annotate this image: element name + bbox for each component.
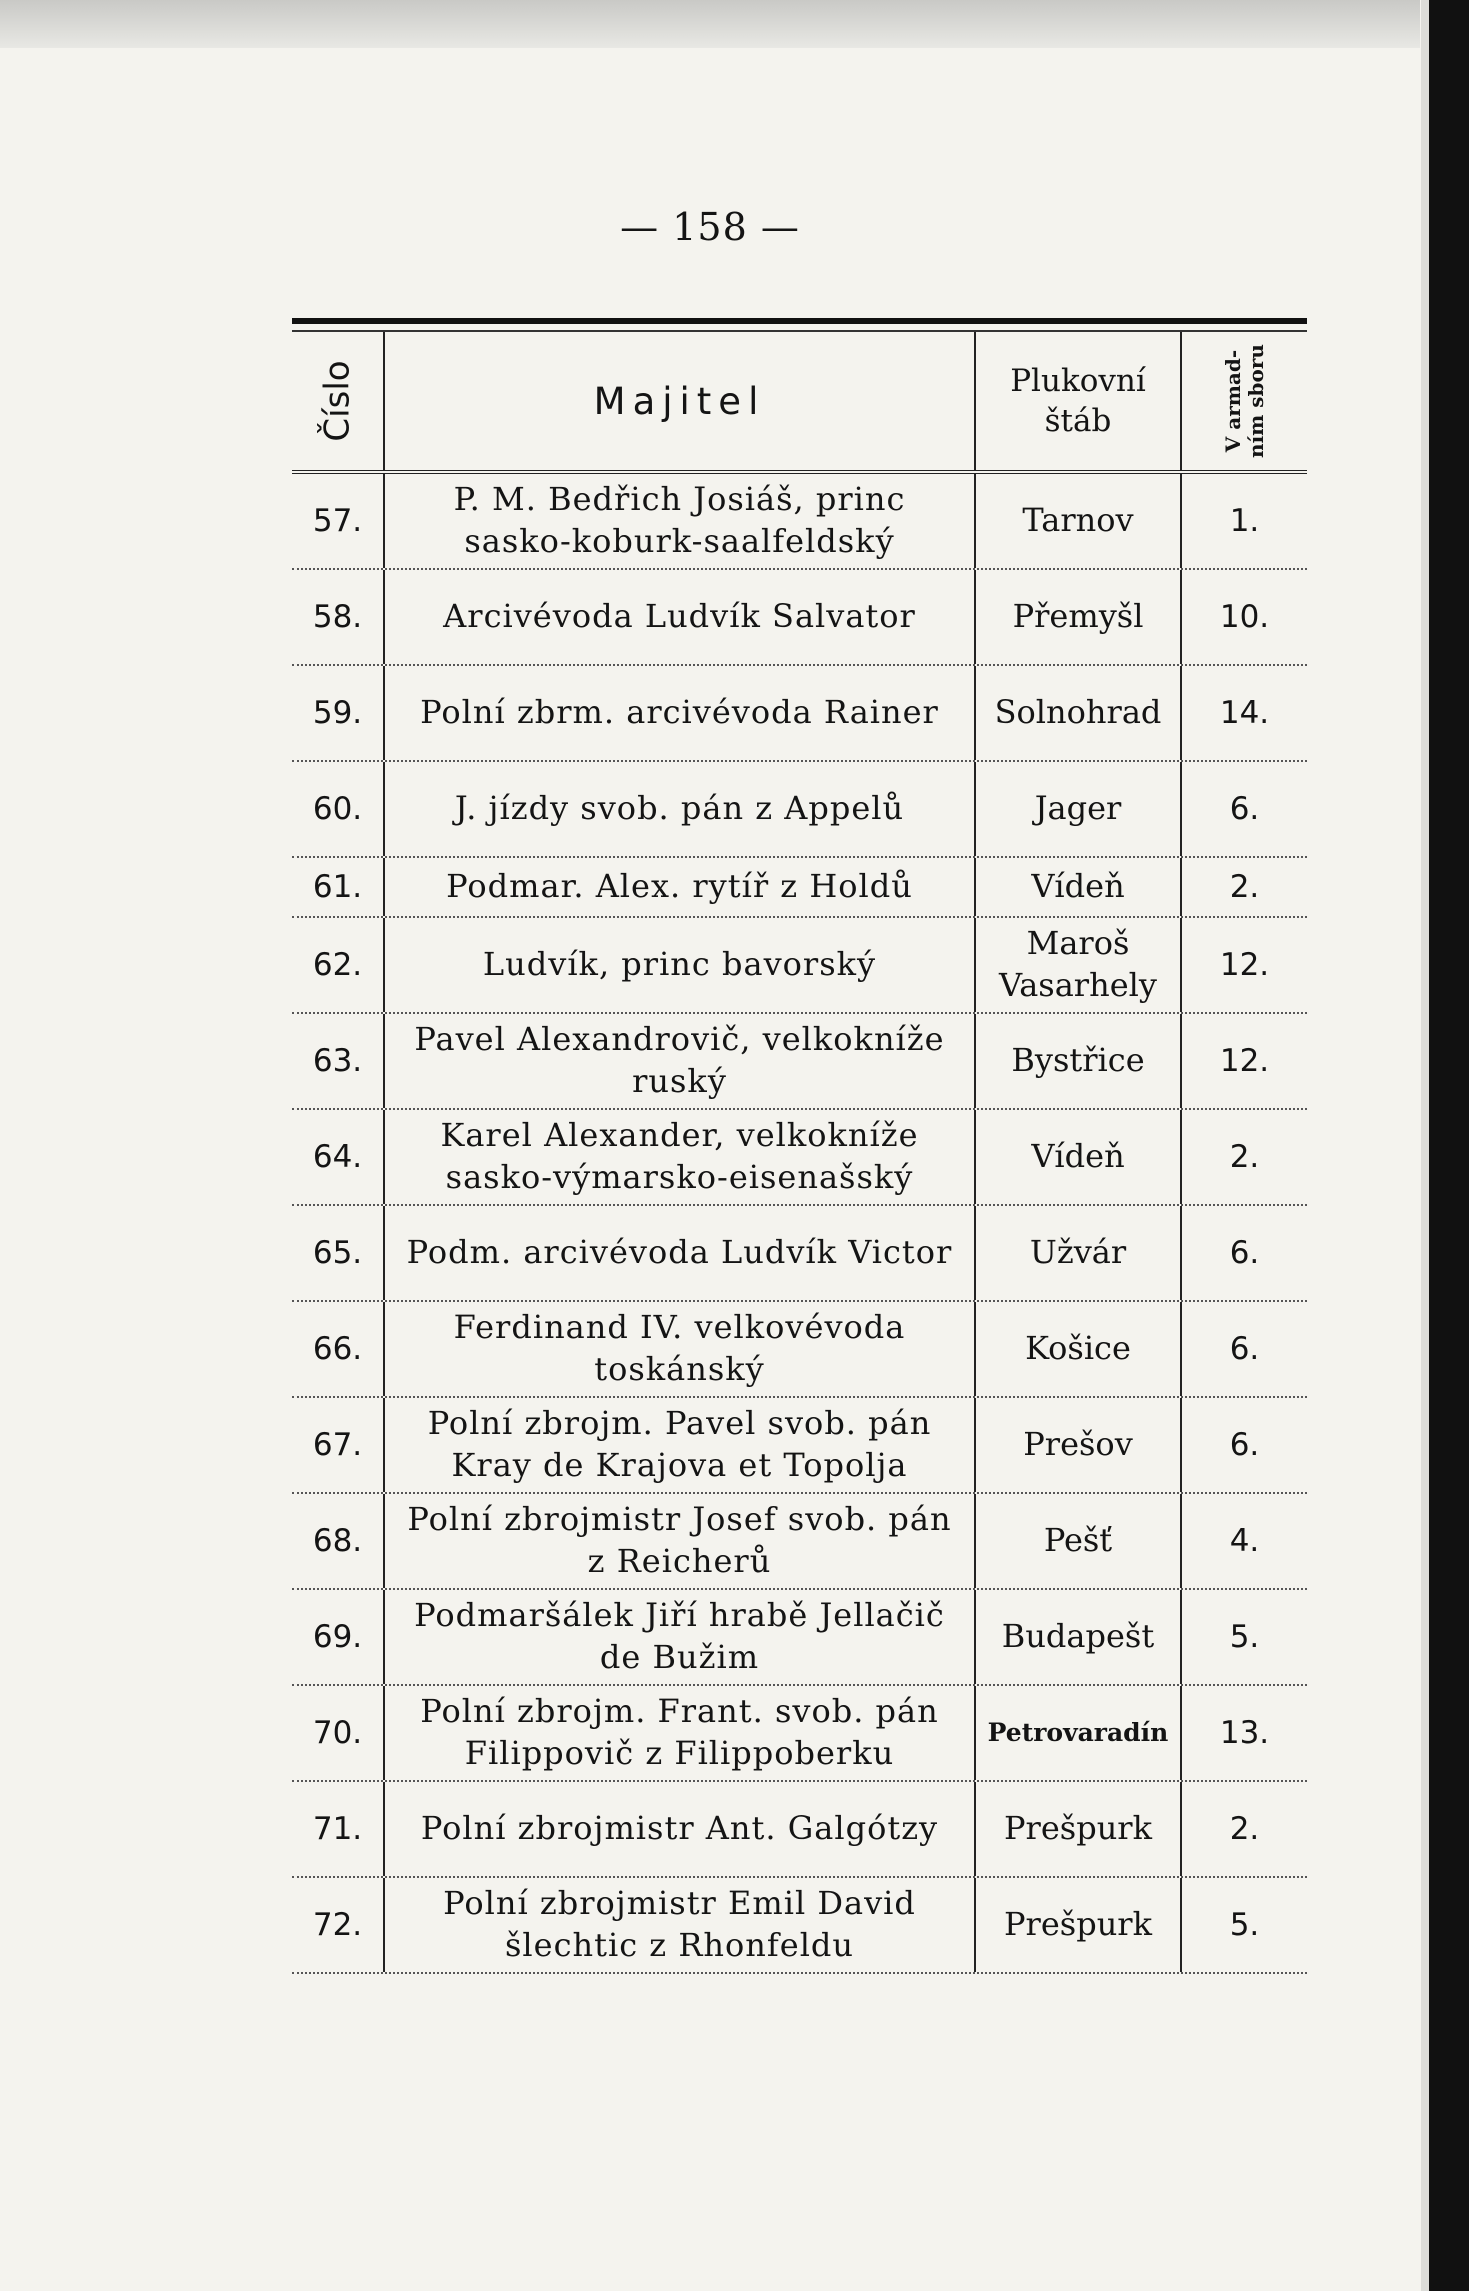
row-staff-line1: Solnohrad <box>994 693 1162 732</box>
row-staff <box>976 1302 1182 1396</box>
regiment-owners-table <box>292 318 1307 1974</box>
row-staff <box>976 474 1182 568</box>
row-staff-line2: Vasarhely <box>999 966 1157 1004</box>
row-corps: 6. <box>1229 1426 1260 1463</box>
row-staff <box>976 762 1182 856</box>
row-number: 72. <box>292 1878 385 1972</box>
table-row <box>292 1110 1307 1206</box>
row-owner-line2: Filippovič z Filippoberku <box>464 1734 895 1772</box>
row-staff-line1: Budapešt <box>1001 1617 1155 1656</box>
row-number: 67. <box>292 1398 385 1492</box>
scan-right-edge <box>1429 0 1469 2291</box>
row-owner <box>385 1110 976 1204</box>
row-owner-line1: Podmaršálek Jiří hrabě Jellačič <box>414 1596 945 1635</box>
row-owner-line1: Podmar. Alex. rytíř z Holdů <box>446 867 913 906</box>
row-number: 66. <box>292 1302 385 1396</box>
row-owner <box>385 474 976 568</box>
header-corps-label <box>1222 344 1268 458</box>
row-corps: 12. <box>1219 946 1270 983</box>
row-owner-line1: Polní zbrojmistr Josef svob. pán <box>407 1500 952 1539</box>
table-row <box>292 1878 1307 1974</box>
row-owner-line1: Polní zbrojm. Frant. svob. pán <box>420 1692 939 1731</box>
row-corps: 6. <box>1229 1330 1260 1367</box>
row-owner-line1: Polní zbrm. arcivévoda Rainer <box>420 693 939 732</box>
table-row <box>292 1398 1307 1494</box>
row-number: 62. <box>292 918 385 1012</box>
table-row <box>292 1494 1307 1590</box>
row-staff-line1: Přemyšl <box>1012 597 1144 636</box>
row-owner <box>385 666 976 760</box>
row-staff-line1: Petrovaradín <box>987 1717 1169 1747</box>
row-number: 71. <box>292 1782 385 1876</box>
row-staff <box>976 1206 1182 1300</box>
row-number: 61. <box>292 858 385 916</box>
header-staff-line1: Plukovní <box>1010 362 1146 399</box>
row-number: 69. <box>292 1590 385 1684</box>
header-number-label: Číslo <box>317 360 358 442</box>
row-owner-line1: P. M. Bedřich Josiáš, princ <box>453 480 906 519</box>
row-owner <box>385 1590 976 1684</box>
row-staff <box>976 1590 1182 1684</box>
row-owner <box>385 1302 976 1396</box>
scan-top-edge <box>0 0 1420 48</box>
row-owner-line1: J. jízdy svob. pán z Appelů <box>454 789 905 828</box>
row-owner <box>385 570 976 664</box>
row-owner <box>385 1494 976 1588</box>
table-row <box>292 570 1307 666</box>
header-staff <box>976 332 1182 470</box>
row-owner-line1: Ferdinand IV. velkovévoda <box>453 1308 906 1347</box>
row-staff-line1: Vídeň <box>1031 867 1125 906</box>
row-number: 63. <box>292 1014 385 1108</box>
row-staff-line1: Vídeň <box>1031 1137 1125 1176</box>
row-corps: 4. <box>1229 1522 1260 1559</box>
row-staff-line1: Maroš <box>1026 924 1130 963</box>
row-owner-line2: z Reicherů <box>587 1542 772 1580</box>
row-owner-line2: de Bužim <box>599 1638 760 1676</box>
table-row <box>292 474 1307 570</box>
row-owner <box>385 1686 976 1780</box>
row-owner <box>385 1014 976 1108</box>
row-corps: 14. <box>1219 694 1270 731</box>
row-number: 70. <box>292 1686 385 1780</box>
row-owner <box>385 918 976 1012</box>
row-staff-line1: Prešpurk <box>1004 1905 1152 1944</box>
header-corps-line1: V armad- <box>1220 349 1245 453</box>
row-staff <box>976 858 1182 916</box>
row-owner <box>385 762 976 856</box>
row-number: 65. <box>292 1206 385 1300</box>
table-row <box>292 1686 1307 1782</box>
row-staff <box>976 1494 1182 1588</box>
row-staff <box>976 570 1182 664</box>
row-corps: 13. <box>1219 1714 1270 1751</box>
row-owner-line2: sasko-koburk-saalfeldský <box>464 522 895 560</box>
row-owner-line1: Arcivévoda Ludvík Salvator <box>443 597 916 636</box>
row-owner-line1: Podm. arcivévoda Ludvík Victor <box>406 1233 953 1272</box>
table-row <box>292 1206 1307 1302</box>
row-owner-line1: Polní zbrojm. Pavel svob. pán <box>427 1404 932 1443</box>
row-staff-line1: Pešť <box>1043 1521 1113 1560</box>
row-staff-line1: Prešov <box>1023 1425 1133 1464</box>
row-staff-line1: Bystřice <box>1011 1041 1145 1080</box>
row-owner-line2: ruský <box>632 1062 727 1100</box>
row-owner-line1: Polní zbrojmistr Emil David <box>443 1884 916 1923</box>
header-owner-label: Majitel <box>593 379 766 423</box>
row-number: 57. <box>292 474 385 568</box>
row-owner <box>385 1782 976 1876</box>
row-number: 68. <box>292 1494 385 1588</box>
row-number: 59. <box>292 666 385 760</box>
row-staff <box>976 918 1182 1012</box>
table-row <box>292 762 1307 858</box>
table-row <box>292 1590 1307 1686</box>
row-owner-line2: Kray de Krajova et Topolja <box>451 1446 908 1484</box>
header-staff-line2: štáb <box>1044 403 1112 439</box>
row-corps: 5. <box>1229 1906 1260 1943</box>
row-corps: 10. <box>1219 598 1270 635</box>
table-row <box>292 1782 1307 1878</box>
table-row <box>292 918 1307 1014</box>
row-staff <box>976 1398 1182 1492</box>
table-row <box>292 1014 1307 1110</box>
row-corps: 5. <box>1229 1618 1260 1655</box>
row-staff <box>976 1878 1182 1972</box>
table-row <box>292 1302 1307 1398</box>
row-staff-line1: Košice <box>1025 1329 1131 1368</box>
row-owner-line2: sasko-výmarsko-eisenašský <box>445 1158 914 1196</box>
row-staff-line1: Užvár <box>1029 1233 1127 1272</box>
row-corps: 2. <box>1229 868 1260 905</box>
row-staff <box>976 1782 1182 1876</box>
row-owner <box>385 858 976 916</box>
row-owner-line2: toskánský <box>594 1350 765 1388</box>
table-body <box>292 474 1307 1974</box>
row-corps: 6. <box>1229 790 1260 827</box>
row-number: 64. <box>292 1110 385 1204</box>
header-corps <box>1182 332 1307 470</box>
row-owner-line1: Ludvík, princ bavorský <box>482 945 877 984</box>
header-number <box>292 332 385 470</box>
row-owner <box>385 1398 976 1492</box>
table-header <box>292 330 1307 474</box>
table-row <box>292 858 1307 918</box>
row-owner-line1: Polní zbrojmistr Ant. Galgótzy <box>420 1809 939 1848</box>
row-owner-line1: Karel Alexander, velkokníže <box>440 1116 919 1155</box>
header-corps-line2: ním sboru <box>1243 344 1268 458</box>
page-number: — 158 — <box>620 205 800 249</box>
table-row <box>292 666 1307 762</box>
row-staff <box>976 1014 1182 1108</box>
header-owner <box>385 332 976 470</box>
row-corps: 12. <box>1219 1042 1270 1079</box>
row-number: 60. <box>292 762 385 856</box>
row-staff-line1: Jager <box>1034 789 1122 828</box>
row-corps: 2. <box>1229 1138 1260 1175</box>
row-staff <box>976 1110 1182 1204</box>
row-owner <box>385 1878 976 1972</box>
row-owner <box>385 1206 976 1300</box>
row-corps: 2. <box>1229 1810 1260 1847</box>
row-staff-line1: Prešpurk <box>1004 1809 1152 1848</box>
row-corps: 6. <box>1229 1234 1260 1271</box>
row-owner-line2: šlechtic z Rhonfeldu <box>504 1926 855 1964</box>
row-number: 58. <box>292 570 385 664</box>
scan-right-margin <box>1421 0 1429 2291</box>
row-staff <box>976 1686 1182 1780</box>
row-owner-line1: Pavel Alexandrovič, velkokníže <box>414 1020 945 1059</box>
row-corps: 1. <box>1229 502 1260 539</box>
row-staff-line1: Tarnov <box>1022 501 1134 540</box>
row-staff <box>976 666 1182 760</box>
